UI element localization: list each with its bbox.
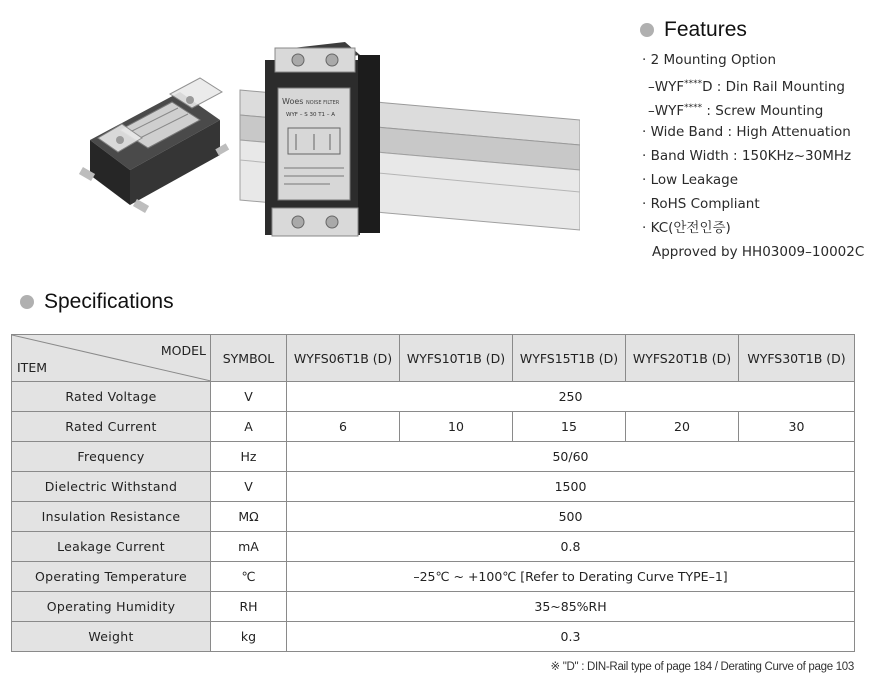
symbol-header: SYMBOL: [211, 335, 287, 382]
table-row: [12, 562, 855, 592]
feature-kc: · KC(안전인증): [642, 220, 731, 236]
spec-value: 500: [287, 502, 855, 532]
spec-symbol: RH: [211, 592, 287, 622]
spec-item: Operating Temperature: [12, 562, 211, 592]
product-photo: [60, 20, 580, 250]
spec-value: 0.8: [287, 532, 855, 562]
din-model-suffix: D : Din Rail Mounting: [702, 79, 845, 95]
spec-value: 15: [513, 412, 626, 442]
feature-rohs: · RoHS Compliant: [642, 196, 760, 212]
spec-symbol: Hz: [211, 442, 287, 472]
table-row: [12, 532, 855, 562]
spec-item: Leakage Current: [12, 532, 211, 562]
table-header-row: [12, 335, 855, 382]
features-panel: [640, 18, 880, 264]
table-row: [12, 622, 855, 652]
footnote: ※ "D" : DIN-Rail type of page 184 / Derating Curve of page 103: [550, 661, 854, 673]
spec-item: Dielectric Withstand: [12, 472, 211, 502]
specifications-heading: [20, 290, 174, 314]
spec-value: 0.3: [287, 622, 855, 652]
screw-model-stars: ****: [684, 103, 703, 113]
feature-low-leakage: · Low Leakage: [642, 172, 739, 188]
spec-symbol: V: [211, 472, 287, 502]
photo-brand: Woes: [282, 97, 304, 106]
spec-value: –25℃ ~ +100℃ [Refer to Derating Curve TYPE–1]: [287, 562, 855, 592]
spec-value: 10: [400, 412, 513, 442]
spec-value: 50/60: [287, 442, 855, 472]
specifications-title: Specifications: [44, 290, 174, 313]
table-row: [12, 472, 855, 502]
spec-symbol: kg: [211, 622, 287, 652]
features-heading: [640, 18, 880, 42]
model-header-wyfs15: WYFS15T1B (D): [513, 335, 626, 382]
circle-bullet-icon: [640, 23, 654, 37]
photo-label-noise-filter: NOISE FILTER: [306, 100, 340, 106]
spec-item: Insulation Resistance: [12, 502, 211, 532]
spec-item: Rated Current: [12, 412, 211, 442]
feature-screw-mounting: [642, 96, 880, 120]
filter-unit-right: [265, 42, 380, 236]
spec-symbol: MΩ: [211, 502, 287, 532]
feature-band-width: · Band Width : 150KHz~30MHz: [642, 148, 852, 164]
table-row: [12, 442, 855, 472]
spec-item: Operating Humidity: [12, 592, 211, 622]
din-model-prefix: –WYF: [648, 79, 685, 95]
filter-unit-left: [79, 78, 229, 213]
spec-value: 35~85%RH: [287, 592, 855, 622]
noise-filter-illustration: [60, 20, 580, 250]
feature-din-rail-mounting: [642, 72, 880, 96]
model-header-wyfs06: WYFS06T1B (D): [287, 335, 400, 382]
feature-approved: Approved by HH03009–10002C: [652, 244, 865, 260]
table-row: [12, 382, 855, 412]
item-header-label: ITEM: [17, 360, 48, 375]
spec-value: 20: [626, 412, 739, 442]
spec-symbol: V: [211, 382, 287, 412]
model-item-header: [12, 335, 211, 382]
spec-symbol: ℃: [211, 562, 287, 592]
feature-mounting-option: · 2 Mounting Option: [642, 52, 776, 68]
features-list: [642, 48, 880, 264]
spec-symbol: mA: [211, 532, 287, 562]
specifications-table: [11, 334, 855, 652]
model-header-wyfs30: WYFS30T1B (D): [739, 335, 855, 382]
spec-item: Frequency: [12, 442, 211, 472]
screw-model-prefix: –WYF: [648, 103, 685, 119]
spec-value: 6: [287, 412, 400, 442]
spec-value: 250: [287, 382, 855, 412]
table-row: [12, 592, 855, 622]
spec-value: 1500: [287, 472, 855, 502]
spec-symbol: A: [211, 412, 287, 442]
screw-model-suffix: : Screw Mounting: [702, 103, 824, 119]
circle-bullet-icon: [20, 295, 34, 309]
table-row: [12, 502, 855, 532]
features-title: Features: [664, 18, 747, 41]
spec-item: Rated Voltage: [12, 382, 211, 412]
spec-item: Weight: [12, 622, 211, 652]
model-header-wyfs20: WYFS20T1B (D): [626, 335, 739, 382]
model-header-wyfs10: WYFS10T1B (D): [400, 335, 513, 382]
din-model-stars: ****: [684, 79, 703, 89]
photo-label-model: WYF – S 30 T1 – A: [286, 112, 336, 118]
table-row: [12, 412, 855, 442]
feature-wide-band: · Wide Band : High Attenuation: [642, 124, 851, 140]
model-header-label: MODEL: [160, 343, 206, 358]
spec-value: 30: [739, 412, 855, 442]
